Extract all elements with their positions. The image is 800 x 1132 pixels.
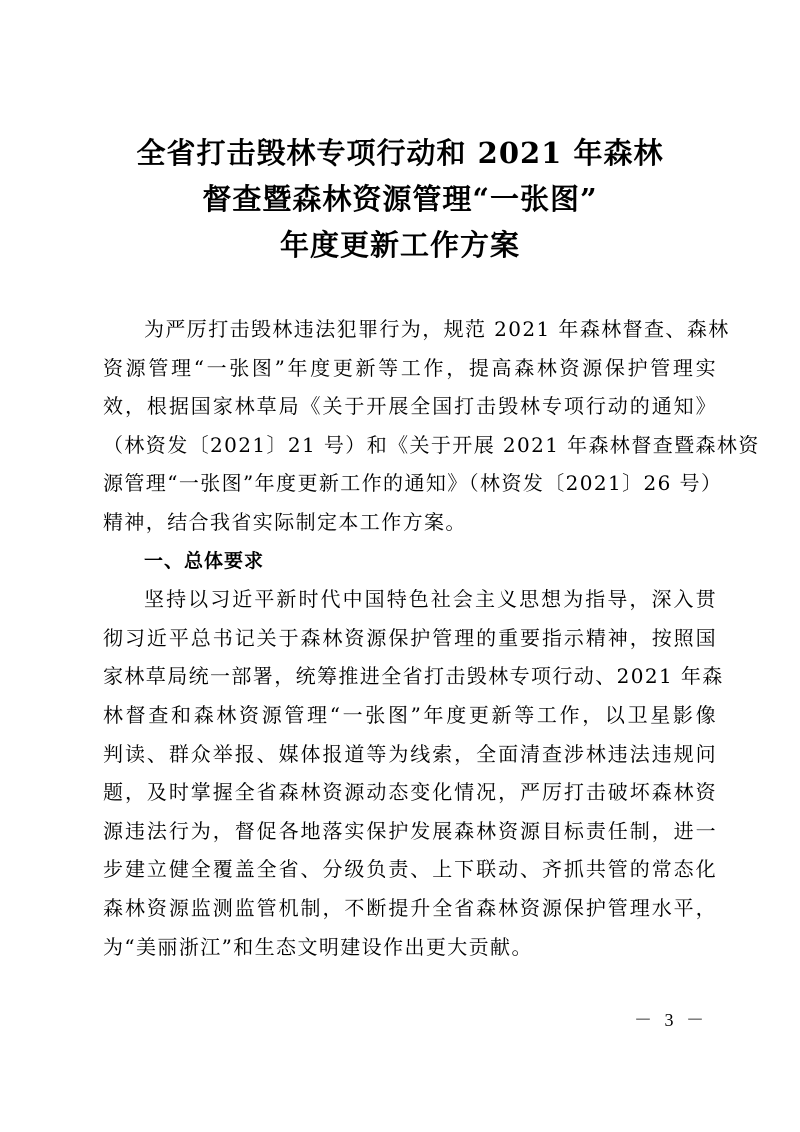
section-heading-general-requirements: 一、总体要求 [144, 549, 265, 572]
section-1-line-9: 森林资源监测监管机制，不断提升全省森林资源保护管理水平， [103, 895, 717, 920]
intro-line-6: 精神，结合我省实际制定本工作方案。 [103, 509, 467, 534]
section-1-line-1: 坚持以习近平新时代中国特色社会主义思想为指导，深入贯 [144, 587, 717, 612]
section-1-line-6: 题，及时掌握全省森林资源动态变化情况，严厉打击破坏森林资 [103, 780, 717, 805]
section-1-paragraph [103, 580, 724, 966]
section-1-line-2: 彻习近平总书记关于森林资源保护管理的重要指示精神，按照国 [103, 625, 717, 650]
document-title [0, 130, 800, 268]
section-1-line-8: 步建立健全覆盖全省、分级负责、上下联动、齐抓共管的常态化 [103, 857, 717, 882]
page-number: － 3 － [634, 1010, 708, 1030]
intro-line-1: 为严厉打击毁林违法犯罪行为，规范 2021 年森林督查、森林 [144, 317, 730, 341]
section-1-line-3: 家林草局统一部署，统筹推进全省打击毁林专项行动、2021 年森 [103, 664, 724, 689]
title-line-3: 年度更新工作方案 [279, 228, 520, 262]
section-1-line-4: 林督查和森林资源管理“一张图”年度更新等工作，以卫星影像 [103, 702, 717, 727]
document-body [103, 310, 760, 966]
intro-line-3: 效，根据国家林草局《关于开展全国打击毁林专项行动的通知》 [103, 394, 717, 419]
intro-paragraph [103, 310, 760, 542]
section-1-line-7: 源违法行为，督促各地落实保护发展森林资源目标责任制，进一 [103, 818, 717, 843]
title-line-1: 全省打击毁林专项行动和 2021 年森林 [136, 136, 664, 170]
intro-line-5: 源管理“一张图”年度更新工作的通知》（林资发〔2021〕26 号） [103, 471, 723, 496]
section-1-line-5: 判读、群众举报、媒体报道等为线索，全面清查涉林违法违规问 [103, 741, 717, 766]
intro-line-2: 资源管理“一张图”年度更新等工作，提高森林资源保护管理实 [103, 355, 717, 380]
section-1-line-10: 为“美丽浙江”和生态文明建设作出更大贡献。 [103, 934, 533, 959]
title-line-2: 督查暨森林资源管理“一张图” [202, 182, 598, 216]
intro-line-4: （林资发〔2021〕21 号）和《关于开展 2021 年森林督查暨森林资 [103, 432, 760, 457]
